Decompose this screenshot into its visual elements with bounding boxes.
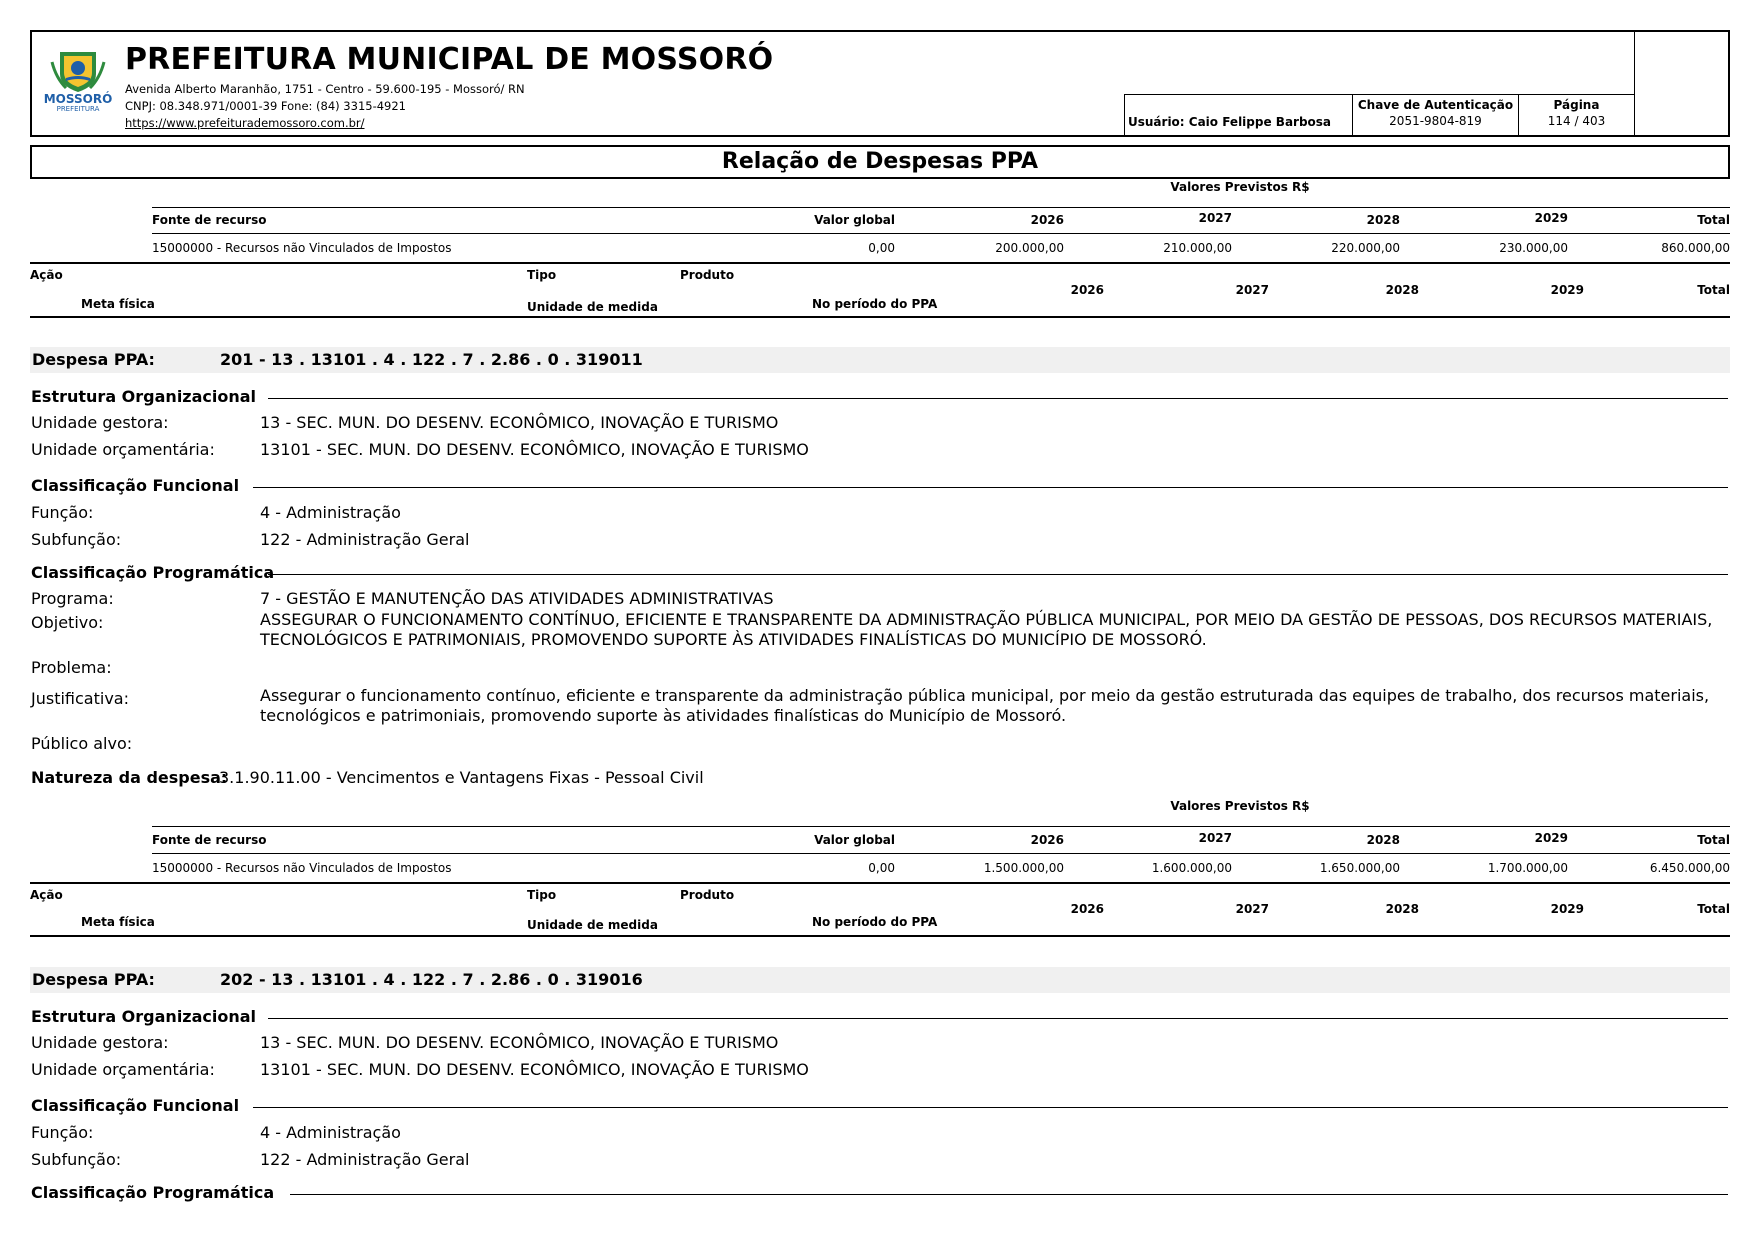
col-meta-fisica: Meta física xyxy=(81,297,155,311)
label-objetivo: Objetivo: xyxy=(31,613,104,632)
y2028-cell: 1.650.000,00 xyxy=(1319,861,1400,875)
col-unidade-medida: Unidade de medida xyxy=(527,300,658,314)
auth-label: Chave de Autenticação xyxy=(1357,98,1514,112)
page-label: Página xyxy=(1553,98,1600,112)
col-acao: Ação xyxy=(30,888,63,902)
auth-value: 2051-9804-819 xyxy=(1389,114,1482,128)
col-fonte: Fonte de recurso xyxy=(152,213,267,227)
y2026-cell: 200.000,00 xyxy=(995,241,1064,255)
despesa-code: 202 - 13 . 13101 . 4 . 122 . 7 . 2.86 . 0 . 319016 xyxy=(220,970,643,989)
col-2026: 2026 xyxy=(1070,283,1104,297)
col-total: Total xyxy=(1697,283,1730,297)
col-2028: 2028 xyxy=(1385,283,1419,297)
org-cnpj-phone: CNPJ: 08.348.971/0001-39 Fone: (84) 3315-4921 xyxy=(125,99,406,113)
col-tipo: Tipo xyxy=(527,888,557,902)
col-total: Total xyxy=(1697,213,1730,227)
despesa-bar xyxy=(30,967,1730,993)
value-funcao: 4 - Administração xyxy=(260,503,401,522)
value-subfuncao: 122 - Administração Geral xyxy=(260,530,470,549)
col-2028: 2028 xyxy=(1366,213,1400,227)
y2029-cell: 1.700.000,00 xyxy=(1487,861,1568,875)
org-name: PREFEITURA MUNICIPAL DE MOSSORÓ xyxy=(125,42,774,77)
label-subfuncao: Subfunção: xyxy=(31,530,122,549)
col-acao: Ação xyxy=(30,268,63,282)
value-programa: 7 - GESTÃO E MANUTENÇÃO DAS ATIVIDADES ADMINISTRATIVAS xyxy=(260,589,774,608)
org-website-link[interactable]: https://www.prefeiturademossoro.com.br/ xyxy=(125,116,365,130)
section-estrutura: Estrutura Organizacional xyxy=(31,1007,257,1026)
valor-global-cell: 0,00 xyxy=(868,861,895,875)
col-2026: 2026 xyxy=(1070,902,1104,916)
value-objetivo: ASSEGURAR O FUNCIONAMENTO CONTÍNUO, EFICIENTE E TRANSPARENTE DA ADMINISTRAÇÃO PÚBLICA MUNICIPAL, POR MEIO DA GESTÃO DE PESSOAS, DOS RECURSOS MATERIAIS, TECNOLÓGICOS E PATRIMONIAIS, PROMOVENDO SUPORTE ÀS ATIVIDADES FINALÍSTICAS DO MUNICÍPIO DE MOSSORÓ. xyxy=(260,610,1713,649)
col-total: Total xyxy=(1697,833,1730,847)
valor-global-cell: 0,00 xyxy=(868,241,895,255)
value-unidade-orcamentaria: 13101 - SEC. MUN. DO DESENV. ECONÔMICO, INOVAÇÃO E TURISMO xyxy=(260,1060,809,1079)
section-estrutura: Estrutura Organizacional xyxy=(31,387,257,406)
col-valor-global: Valor global xyxy=(814,213,895,227)
label-natureza: Natureza da despesa: xyxy=(31,768,228,787)
col-produto: Produto xyxy=(680,268,735,282)
col-total: Total xyxy=(1697,902,1730,916)
divider xyxy=(253,1107,1728,1108)
section-classificacao-funcional: Classificação Funcional xyxy=(31,476,240,495)
header-divider xyxy=(1634,30,1635,137)
user-box xyxy=(1124,94,1352,136)
valores-previstos-header: Valores Previstos R$ xyxy=(1170,799,1310,813)
label-unidade-orcamentaria: Unidade orçamentária: xyxy=(31,440,215,459)
col-2027: 2027 xyxy=(1198,211,1232,225)
col-2027: 2027 xyxy=(1235,283,1269,297)
col-2029: 2029 xyxy=(1534,831,1568,845)
divider xyxy=(152,853,1730,854)
value-unidade-gestora: 13 - SEC. MUN. DO DESENV. ECONÔMICO, INOVAÇÃO E TURISMO xyxy=(260,413,779,432)
col-2026: 2026 xyxy=(1030,833,1064,847)
divider xyxy=(253,487,1728,488)
label-programa: Programa: xyxy=(31,589,114,608)
divider xyxy=(268,1018,1728,1019)
col-periodo-ppa: No período do PPA xyxy=(812,915,938,929)
label-publico-alvo: Público alvo: xyxy=(31,734,133,753)
col-2028: 2028 xyxy=(1385,902,1419,916)
fonte-cell: 15000000 - Recursos não Vinculados de Impostos xyxy=(152,241,452,255)
value-unidade-orcamentaria: 13101 - SEC. MUN. DO DESENV. ECONÔMICO, INOVAÇÃO E TURISMO xyxy=(260,440,809,459)
total-cell: 6.450.000,00 xyxy=(1649,861,1730,875)
divider xyxy=(152,207,1730,208)
col-meta-fisica: Meta física xyxy=(81,915,155,929)
value-funcao: 4 - Administração xyxy=(260,1123,401,1142)
col-fonte: Fonte de recurso xyxy=(152,833,267,847)
label-unidade-orcamentaria: Unidade orçamentária: xyxy=(31,1060,215,1079)
value-unidade-gestora: 13 - SEC. MUN. DO DESENV. ECONÔMICO, INOVAÇÃO E TURISMO xyxy=(260,1033,779,1052)
logo-subtext: PREFEITURA xyxy=(56,105,100,113)
divider xyxy=(290,1194,1728,1195)
label-funcao: Função: xyxy=(31,503,94,522)
despesa-bar xyxy=(30,347,1730,373)
total-cell: 860.000,00 xyxy=(1661,241,1730,255)
page-box xyxy=(1518,94,1634,136)
col-2029: 2029 xyxy=(1534,211,1568,225)
section-classificacao-programatica: Classificação Programática xyxy=(31,563,275,582)
y2027-cell: 1.600.000,00 xyxy=(1151,861,1232,875)
despesa-code: 201 - 13 . 13101 . 4 . 122 . 7 . 2.86 . 0 . 319011 xyxy=(220,350,643,369)
label-funcao: Função: xyxy=(31,1123,94,1142)
section-classificacao-funcional: Classificação Funcional xyxy=(31,1096,240,1115)
org-address: Avenida Alberto Maranhão, 1751 - Centro - 59.600-195 - Mossoró/ RN xyxy=(125,82,525,96)
value-natureza: 3.1.90.11.00 - Vencimentos e Vantagens Fixas - Pessoal Civil xyxy=(219,768,704,787)
y2026-cell: 1.500.000,00 xyxy=(983,861,1064,875)
report-title: Relação de Despesas PPA xyxy=(30,145,1730,179)
col-2028: 2028 xyxy=(1366,833,1400,847)
col-valor-global: Valor global xyxy=(814,833,895,847)
col-2029: 2029 xyxy=(1550,283,1584,297)
y2027-cell: 210.000,00 xyxy=(1163,241,1232,255)
fonte-cell: 15000000 - Recursos não Vinculados de Impostos xyxy=(152,861,452,875)
label-problema: Problema: xyxy=(31,658,112,677)
label-unidade-gestora: Unidade gestora: xyxy=(31,1033,169,1052)
divider xyxy=(152,233,1730,234)
section-classificacao-programatica: Classificação Programática xyxy=(31,1183,275,1202)
col-produto: Produto xyxy=(680,888,735,902)
col-2027: 2027 xyxy=(1198,831,1232,845)
despesa-label: Despesa PPA: xyxy=(32,970,155,989)
col-2029: 2029 xyxy=(1550,902,1584,916)
divider xyxy=(30,935,1730,937)
page-value: 114 / 403 xyxy=(1547,114,1606,128)
value-subfuncao: 122 - Administração Geral xyxy=(260,1150,470,1169)
mossoro-logo xyxy=(40,48,116,112)
value-justificativa: Assegurar o funcionamento contínuo, eficiente e transparente da administração pública municipal, por meio da gestão estruturada das equipes de trabalho, dos recursos materiais, tecnológicos e patrimoniais, promovendo suporte às atividades finalísticas do Município de Mossoró. xyxy=(260,686,1710,725)
valores-previstos-header: Valores Previstos R$ xyxy=(1170,180,1310,194)
auth-box xyxy=(1352,94,1518,136)
divider xyxy=(152,826,1730,827)
col-periodo-ppa: No período do PPA xyxy=(812,297,938,311)
logo-text: MOSSORÓ xyxy=(43,92,113,106)
divider xyxy=(30,882,1730,884)
y2029-cell: 230.000,00 xyxy=(1499,241,1568,255)
col-unidade-medida: Unidade de medida xyxy=(527,918,658,932)
label-unidade-gestora: Unidade gestora: xyxy=(31,413,169,432)
label-subfuncao: Subfunção: xyxy=(31,1150,122,1169)
divider xyxy=(30,262,1730,264)
despesa-label: Despesa PPA: xyxy=(32,350,155,369)
divider xyxy=(30,316,1730,318)
col-2026: 2026 xyxy=(1030,213,1064,227)
y2028-cell: 220.000,00 xyxy=(1331,241,1400,255)
col-tipo: Tipo xyxy=(527,268,557,282)
divider xyxy=(268,574,1728,575)
user-label: Usuário: Caio Felippe Barbosa xyxy=(1128,115,1332,129)
label-justificativa: Justificativa: xyxy=(31,689,129,708)
col-2027: 2027 xyxy=(1235,902,1269,916)
divider xyxy=(268,398,1728,399)
